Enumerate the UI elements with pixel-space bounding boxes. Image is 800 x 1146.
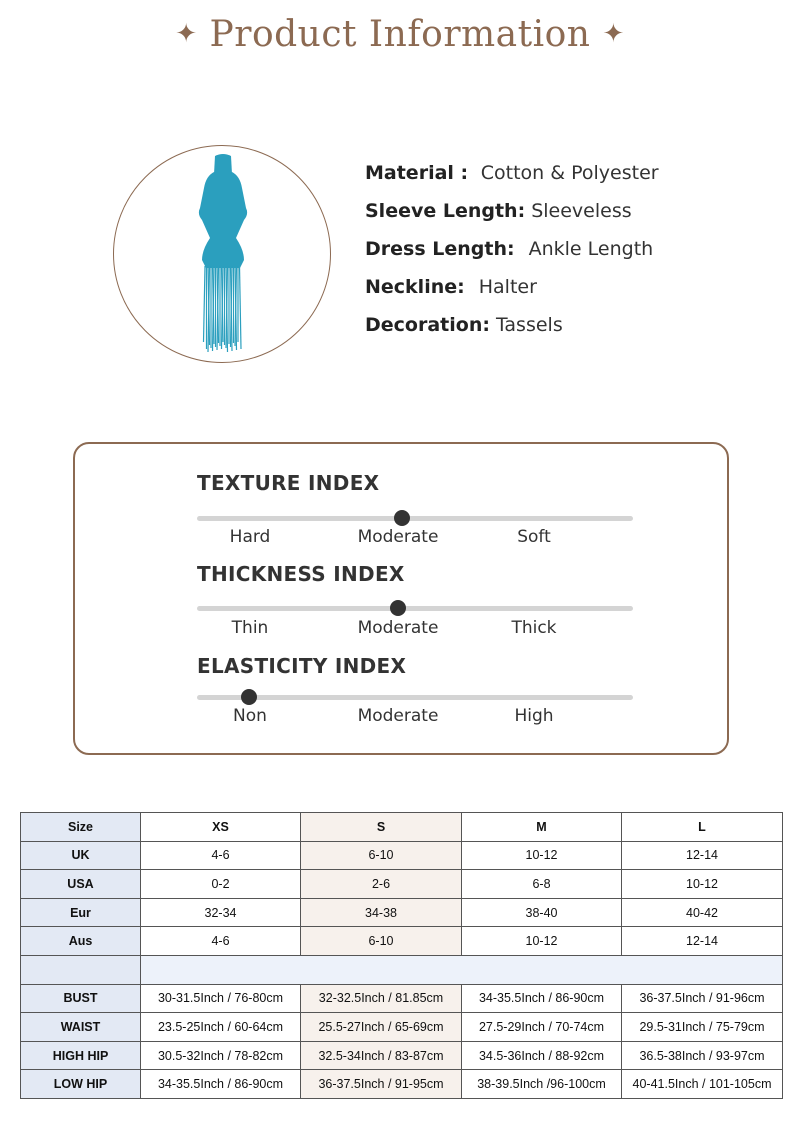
spec-separator: : [507,238,515,260]
table-cell: 32.5-34Inch / 83-87cm [301,1041,462,1070]
elasticity-label-high: High [514,706,554,726]
spec-separator: : [453,162,475,184]
table-row [21,1041,783,1070]
tassel-strand [204,266,206,342]
index-panel [73,442,729,755]
spec-key: Material [365,162,454,184]
table-cell: 4-6 [141,841,301,870]
elasticity-index-slider [197,695,633,700]
table-cell: M [462,813,622,842]
table-cell: 40-41.5Inch / 101-105cm [622,1070,783,1099]
product-image [113,145,331,363]
table-cell: 38-39.5Inch /96-100cm [462,1070,622,1099]
spec-value: Halter [478,276,537,298]
row-header-cell: HIGH HIP [21,1041,141,1070]
table-cell: 40-42 [622,898,783,927]
spec-key: Neckline [365,276,458,298]
row-header-cell: WAIST [21,1013,141,1042]
elasticity-index-knob [241,689,257,705]
texture-index-knob [394,510,410,526]
row-header-cell: Size [21,813,141,842]
table-cell: 6-10 [301,841,462,870]
spec-separator: : [457,276,465,298]
spec-decoration [365,310,659,348]
texture-label-low: Hard [229,527,271,547]
table-cell: 10-12 [462,927,622,956]
table-cell: 12-14 [622,841,783,870]
size-chart-table [20,812,783,1099]
spec-value: Tassels [495,314,563,336]
table-cell: S [301,813,462,842]
table-row [21,1070,783,1099]
table-cell: 34-35.5Inch / 86-90cm [141,1070,301,1099]
spec-dress-length [365,234,659,272]
thickness-label-low: Thin [231,618,269,638]
title-text: Product Information [209,14,591,55]
thickness-index-title: THICKNESS INDEX [197,562,405,586]
table-cell: XS [141,813,301,842]
table-cell: 34-38 [301,898,462,927]
tassel-strand [240,266,242,349]
spec-key: Decoration [365,314,483,336]
thickness-index-slider [197,606,633,611]
table-row [21,1013,783,1042]
row-header-cell: Eur [21,898,141,927]
table-cell: 38-40 [462,898,622,927]
spec-key: Sleeve Length [365,200,518,222]
row-header-cell: UK [21,841,141,870]
table-cell: 6-10 [301,927,462,956]
table-cell: 30.5-32Inch / 78-82cm [141,1041,301,1070]
row-header-cell: LOW HIP [21,1070,141,1099]
row-header-cell: BUST [21,984,141,1013]
row-header-cell: Aus [21,927,141,956]
table-cell: 10-12 [622,870,783,899]
table-cell: 10-12 [462,841,622,870]
spec-value: Cotton & Polyester [480,162,659,184]
table-cell: 34.5-36Inch / 88-92cm [462,1041,622,1070]
table-cell: 0-2 [141,870,301,899]
table-row [21,984,783,1013]
spec-material [365,158,659,196]
elasticity-label-mid: Moderate [357,706,439,726]
spec-value: Sleeveless [531,200,632,222]
dress-icon [114,146,331,363]
table-spacer-row [21,955,783,984]
table-cell: 6-8 [462,870,622,899]
table-cell: L [622,813,783,842]
table-cell: 27.5-29Inch / 70-74cm [462,1013,622,1042]
table-cell: 4-6 [141,927,301,956]
spec-value: Ankle Length [528,238,654,260]
table-cell: 12-14 [622,927,783,956]
thickness-label-mid: Moderate [357,618,439,638]
spec-sleeve-length [365,196,659,234]
elasticity-label-low: Non [233,706,267,726]
table-row [21,870,783,899]
star-icon: ✦ [602,19,625,49]
table-header-row [21,813,783,842]
thickness-label-high: Thick [511,618,557,638]
table-cell: 30-31.5Inch / 76-80cm [141,984,301,1013]
spec-separator: : [482,314,490,336]
thickness-index-knob [390,600,406,616]
spec-separator: : [517,200,526,222]
table-cell: 25.5-27Inch / 65-69cm [301,1013,462,1042]
texture-index-slider [197,516,633,521]
spec-list [365,158,659,348]
table-cell: 34-35.5Inch / 86-90cm [462,984,622,1013]
elasticity-index-title: ELASTICITY INDEX [197,654,407,678]
table-cell: 32-32.5Inch / 81.85cm [301,984,462,1013]
row-header-cell: USA [21,870,141,899]
table-row [21,841,783,870]
table-row [21,898,783,927]
spacer-cell [141,955,783,984]
spec-neckline [365,272,659,310]
table-row [21,927,783,956]
page-title [0,14,800,55]
star-icon: ✦ [175,19,198,49]
table-cell: 36-37.5Inch / 91-96cm [622,984,783,1013]
table-cell: 32-34 [141,898,301,927]
table-cell: 29.5-31Inch / 75-79cm [622,1013,783,1042]
table-cell: 2-6 [301,870,462,899]
table-cell: 23.5-25Inch / 60-64cm [141,1013,301,1042]
texture-label-mid: Moderate [357,527,439,547]
texture-label-high: Soft [517,527,551,547]
table-cell: 36-37.5Inch / 91-95cm [301,1070,462,1099]
spacer-cell [21,955,141,984]
texture-index-title: TEXTURE INDEX [197,471,380,495]
table-cell: 36.5-38Inch / 93-97cm [622,1041,783,1070]
spec-key: Dress Length [365,238,507,260]
